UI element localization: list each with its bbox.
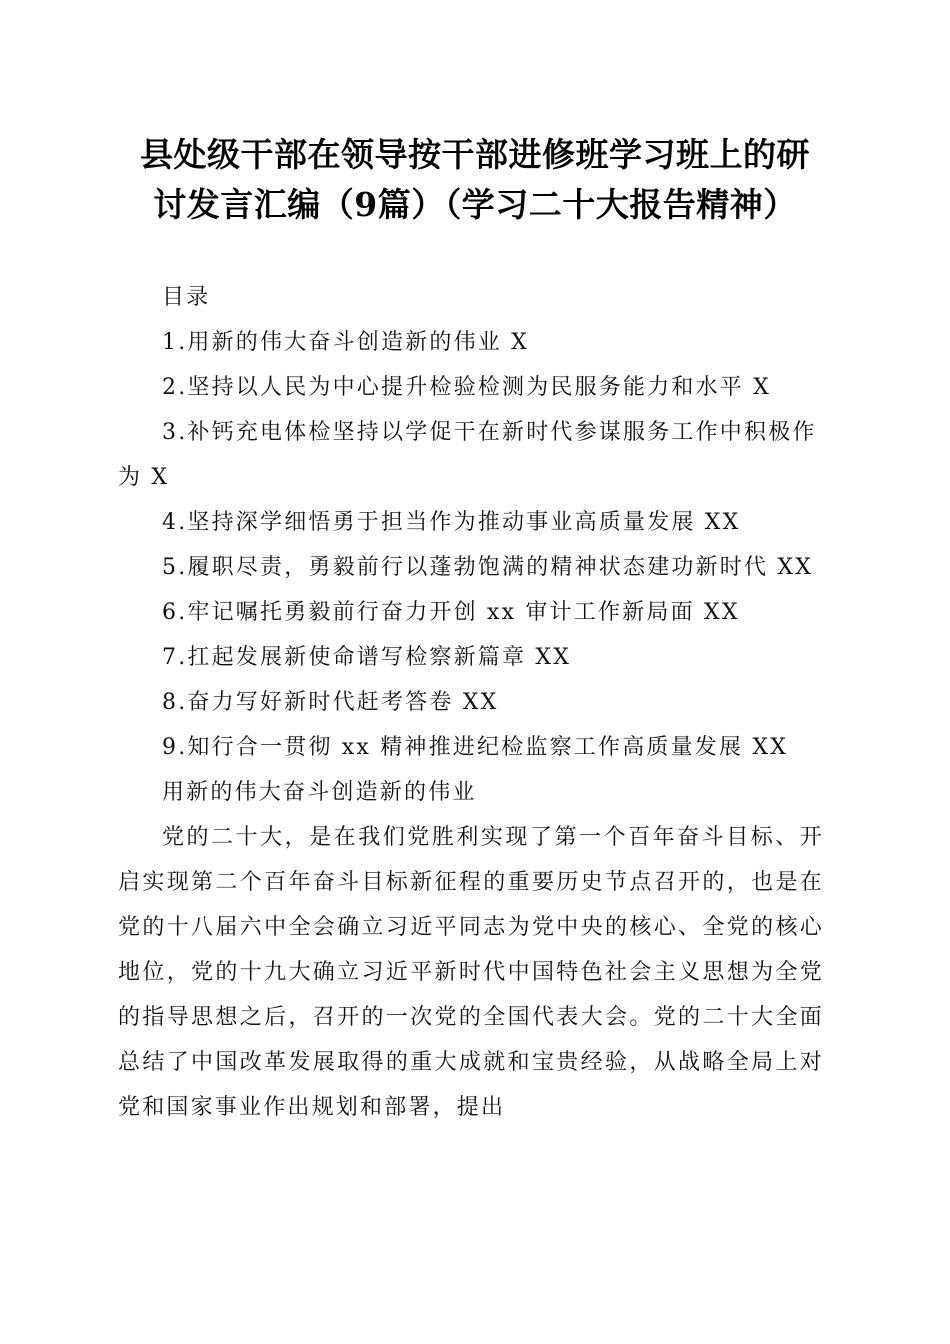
document-title [100, 130, 850, 230]
toc-entry-2: 2.坚持以人民为中心提升检验检测为民服务能力和水平 X [162, 375, 772, 400]
toc-entry-1: 1.用新的伟大奋斗创造新的伟业 X [162, 330, 530, 355]
document-body [118, 275, 824, 1130]
toc-entry-4: 4.坚持深学细悟勇于担当作为推动事业高质量发展 XX [162, 510, 741, 535]
toc-entry-6: 6.牢记嘱托勇毅前行奋力开创 xx 审计工作新局面 XX [162, 600, 740, 625]
toc-entry-8: 8.奋力写好新时代赶考答卷 XX [162, 690, 499, 715]
toc-entry-5: 5.履职尽责，勇毅前行以蓬勃饱满的精神状态建功新时代 XX [162, 555, 814, 580]
toc-heading: 目录 [162, 285, 211, 310]
title-line-1: 县处级干部在领导按干部进修班学习班上的研 [140, 135, 810, 174]
title-line-2: 讨发言汇编（9篇）（学习二十大报告精神） [153, 185, 797, 224]
body-paragraph: 党的二十大，是在我们党胜利实现了第一个百年奋斗目标、开启实现第二个百年奋斗目标新征程的重要历史节点召开的，也是在党的十八届六中全会确立习近平同志为党中央的核心、全党的核心地位，党的十九大确立习近平新时代中国特色社会主义思想为全党的指导思想之后，召开的一次党的全国代表大会。党的二十大全面总结了中国改革发展取得的重大成就和宝贵经验，从战略全局上对党和国家事业作出规划和部署，提出 [118, 825, 824, 1120]
toc-entry-3: 3.补钙充电体检坚持以学促干在新时代参谋服务工作中积极作为 X [118, 420, 817, 490]
toc-entry-7: 7.扛起发展新使命谱写检察新篇章 XX [162, 645, 572, 670]
table-of-contents [118, 320, 824, 770]
toc-entry-9: 9.知行合一贯彻 xx 精神推进纪检监察工作高质量发展 XX [162, 735, 789, 760]
section-heading: 用新的伟大奋斗创造新的伟业 [162, 780, 477, 805]
